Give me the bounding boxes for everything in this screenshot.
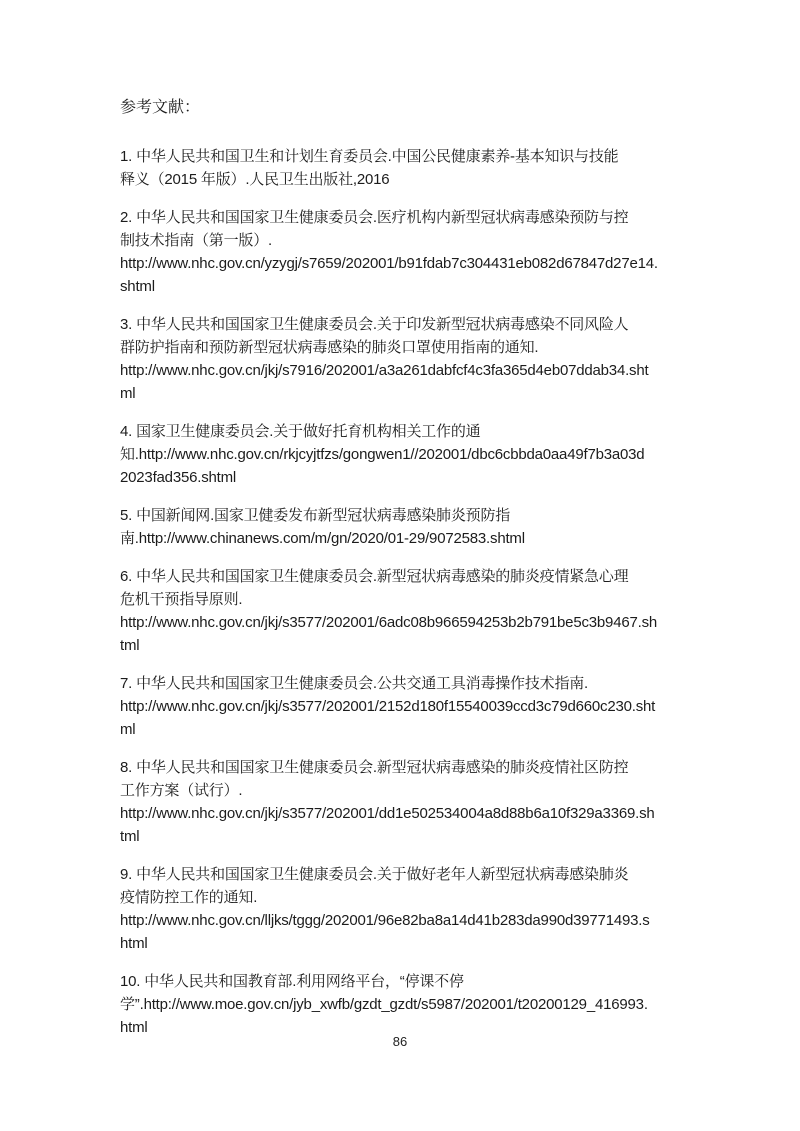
- reference-line: ml: [120, 721, 136, 738]
- reference-item-9: [120, 863, 720, 955]
- reference-line: http://www.nhc.gov.cn/yzygj/s7659/202001/b91fdab7c304431eb082d67847d27e14.: [120, 255, 658, 272]
- reference-item-4: [120, 420, 720, 489]
- reference-line: 群防护指南和预防新型冠状病毒感染的肺炎口罩使用指南的通知.: [120, 339, 539, 356]
- reference-line: 工作方案（试行）.: [120, 782, 243, 799]
- reference-item-7: [120, 672, 720, 741]
- reference-line: http://www.nhc.gov.cn/lljks/tggg/202001/96e82ba8a14d41b283da990d39771493.s: [120, 912, 650, 929]
- reference-line: 6. 中华人民共和国国家卫生健康委员会.新型冠状病毒感染的肺炎疫情紧急心理: [120, 568, 629, 585]
- reference-line: http://www.nhc.gov.cn/jkj/s3577/202001/6adc08b966594253b2b791be5c3b9467.sh: [120, 614, 658, 631]
- section-title: 参考文献：: [120, 99, 201, 116]
- reference-item-8: [120, 756, 720, 848]
- reference-line: 2. 中华人民共和国国家卫生健康委员会.医疗机构内新型冠状病毒感染预防与控: [120, 209, 629, 226]
- reference-line: 2023fad356.shtml: [120, 469, 237, 486]
- references-section: [120, 96, 720, 1054]
- reference-line: 8. 中华人民共和国国家卫生健康委员会.新型冠状病毒感染的肺炎疫情社区防控: [120, 759, 629, 776]
- reference-item-1: [120, 145, 720, 191]
- reference-line: tml: [120, 637, 140, 654]
- reference-line: shtml: [120, 278, 155, 295]
- reference-line: 知.http://www.nhc.gov.cn/rkjcyjtfzs/gongwen1//202001/dbc6cbbda0aa49f7b3a03d: [120, 446, 645, 463]
- reference-line: http://www.nhc.gov.cn/jkj/s3577/202001/dd1e502534004a8d88b6a10f329a3369.sh: [120, 805, 655, 822]
- reference-list: [120, 145, 720, 1039]
- reference-line: 1. 中华人民共和国卫生和计划生育委员会.中国公民健康素养-基本知识与技能: [120, 148, 619, 165]
- reference-line: 疫情防控工作的通知.: [120, 889, 258, 906]
- reference-item-2: [120, 206, 720, 298]
- reference-line: 3. 中华人民共和国国家卫生健康委员会.关于印发新型冠状病毒感染不同风险人: [120, 316, 629, 333]
- reference-line: http://www.nhc.gov.cn/jkj/s7916/202001/a3a261dabfcf4c3fa365d4eb07ddab34.sht: [120, 362, 649, 379]
- reference-line: html: [120, 935, 148, 952]
- reference-line: html: [120, 1019, 148, 1036]
- reference-line: 9. 中华人民共和国国家卫生健康委员会.关于做好老年人新型冠状病毒感染肺炎: [120, 866, 629, 883]
- reference-line: 4. 国家卫生健康委员会.关于做好托育机构相关工作的通: [120, 423, 481, 440]
- reference-line: 制技术指南（第一版）.: [120, 232, 272, 249]
- reference-line: ml: [120, 385, 136, 402]
- reference-item-6: [120, 565, 720, 657]
- reference-item-10: [120, 970, 720, 1039]
- reference-line: tml: [120, 828, 140, 845]
- reference-item-3: [120, 313, 720, 405]
- reference-line: 危机干预指导原则.: [120, 591, 243, 608]
- reference-item-5: [120, 504, 720, 550]
- reference-line: http://www.nhc.gov.cn/jkj/s3577/202001/2152d180f15540039ccd3c79d660c230.sht: [120, 698, 656, 715]
- reference-line: 学”.http://www.moe.gov.cn/jyb_xwfb/gzdt_gzdt/s5987/202001/t20200129_416993.: [120, 996, 648, 1013]
- reference-line: 5. 中国新闻网.国家卫健委发布新型冠状病毒感染肺炎预防指: [120, 507, 511, 524]
- reference-line: 7. 中华人民共和国国家卫生健康委员会.公共交通工具消毒操作技术指南.: [120, 675, 589, 692]
- reference-line: 10. 中华人民共和国教育部.利用网络平台，“停课不停: [120, 973, 464, 990]
- reference-line: 南.http://www.chinanews.com/m/gn/2020/01-29/9072583.shtml: [120, 530, 525, 547]
- reference-line: 释义（2015 年版）.人民卫生出版社,2016: [120, 171, 390, 188]
- page-number: 86: [392, 1034, 408, 1049]
